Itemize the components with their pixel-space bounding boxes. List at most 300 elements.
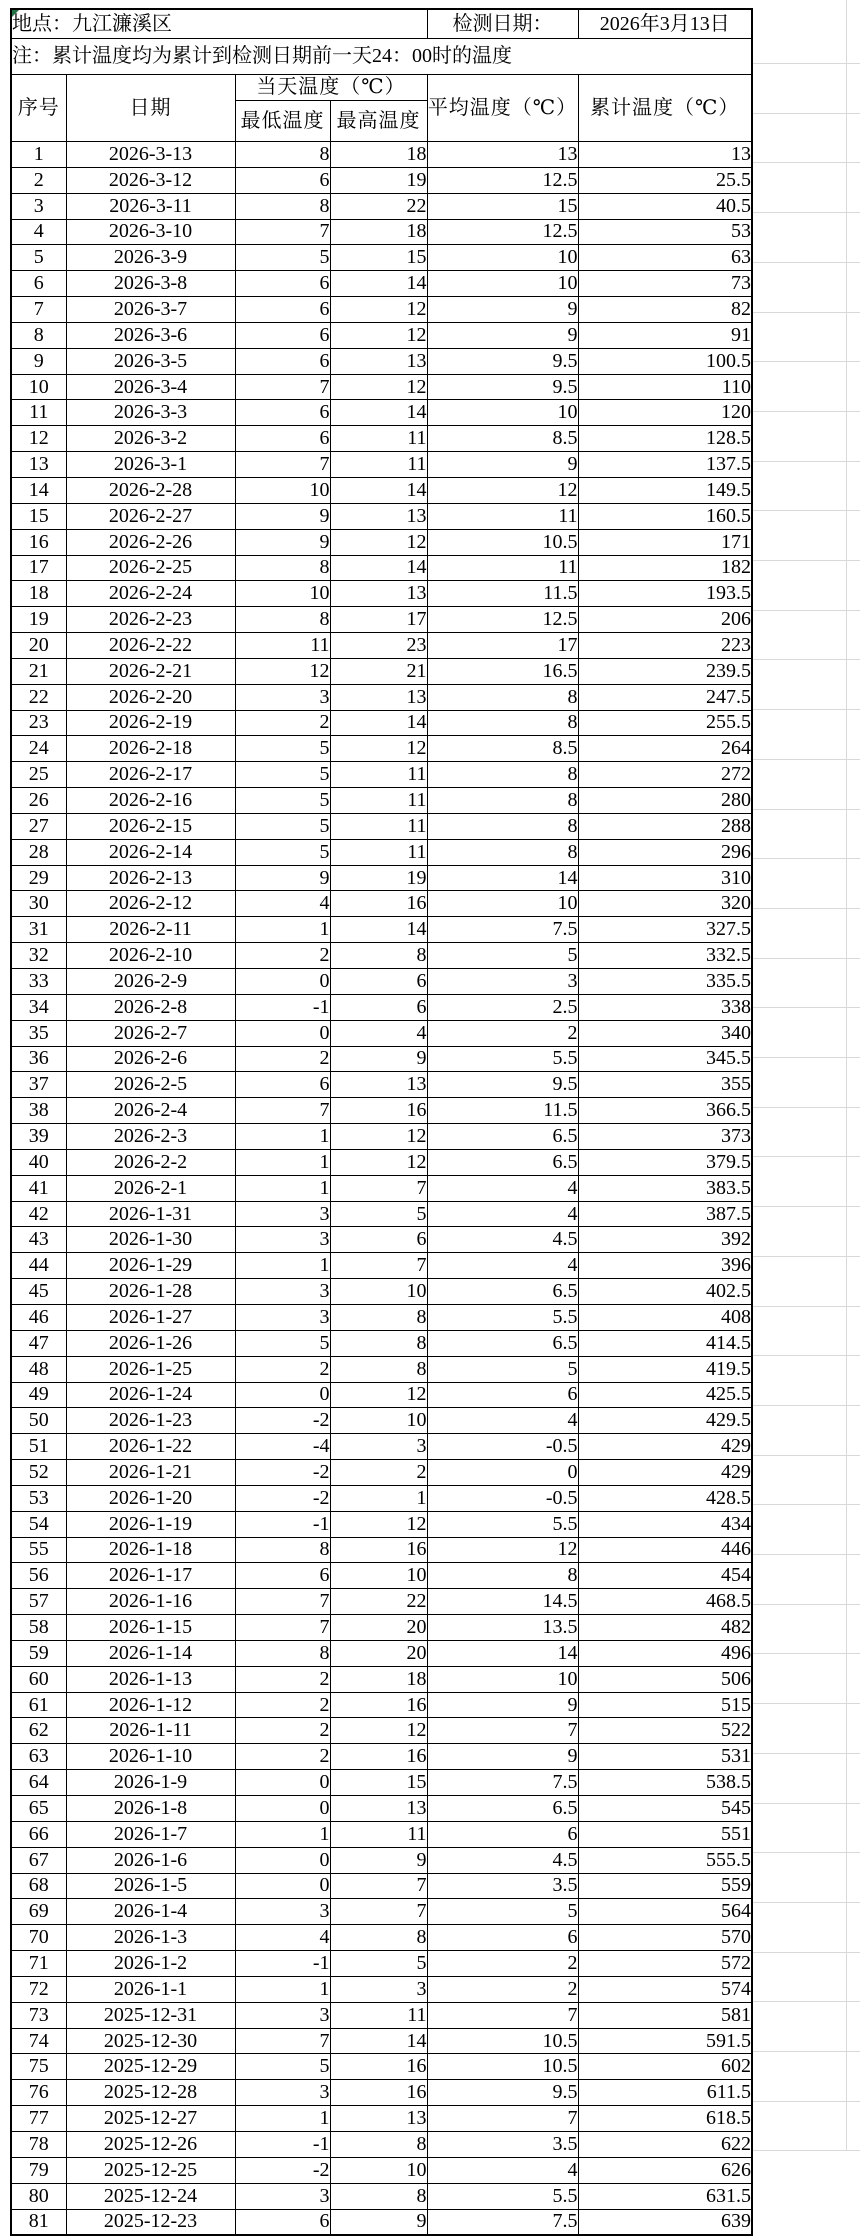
cum-temp-cell[interactable]: 506 bbox=[578, 1666, 752, 1692]
min-temp-cell[interactable]: 3 bbox=[235, 1227, 330, 1253]
date-cell[interactable]: 2026-1-1 bbox=[66, 1976, 235, 2002]
col-header-cum-temp[interactable]: 累计温度（℃） bbox=[578, 75, 752, 142]
min-temp-cell[interactable]: 6 bbox=[235, 167, 330, 193]
max-temp-cell[interactable]: 11 bbox=[330, 839, 427, 865]
max-temp-cell[interactable]: 21 bbox=[330, 658, 427, 684]
min-temp-cell[interactable]: 8 bbox=[235, 607, 330, 633]
date-cell[interactable]: 2026-3-11 bbox=[66, 193, 235, 219]
max-temp-cell[interactable]: 11 bbox=[330, 426, 427, 452]
index-cell[interactable]: 43 bbox=[11, 1227, 66, 1253]
avg-temp-cell[interactable]: 5 bbox=[427, 943, 578, 969]
min-temp-cell[interactable]: 2 bbox=[235, 943, 330, 969]
max-temp-cell[interactable]: 14 bbox=[330, 400, 427, 426]
max-temp-cell[interactable]: 16 bbox=[330, 2080, 427, 2106]
max-temp-cell[interactable]: 10 bbox=[330, 1279, 427, 1305]
cum-temp-cell[interactable]: 355 bbox=[578, 1072, 752, 1098]
date-cell[interactable]: 2026-2-18 bbox=[66, 736, 235, 762]
max-temp-cell[interactable]: 12 bbox=[330, 1124, 427, 1150]
max-temp-cell[interactable]: 12 bbox=[330, 1511, 427, 1537]
cum-temp-cell[interactable]: 53 bbox=[578, 219, 752, 245]
index-cell[interactable]: 67 bbox=[11, 1847, 66, 1873]
index-cell[interactable]: 5 bbox=[11, 245, 66, 271]
date-cell[interactable]: 2026-2-23 bbox=[66, 607, 235, 633]
date-cell[interactable]: 2026-1-29 bbox=[66, 1253, 235, 1279]
index-cell[interactable]: 4 bbox=[11, 219, 66, 245]
max-temp-cell[interactable]: 14 bbox=[330, 555, 427, 581]
cum-temp-cell[interactable]: 91 bbox=[578, 322, 752, 348]
index-cell[interactable]: 73 bbox=[11, 2002, 66, 2028]
min-temp-cell[interactable]: 3 bbox=[235, 2080, 330, 2106]
cum-temp-cell[interactable]: 149.5 bbox=[578, 477, 752, 503]
date-cell[interactable]: 2026-1-5 bbox=[66, 1873, 235, 1899]
date-cell[interactable]: 2026-3-6 bbox=[66, 322, 235, 348]
date-cell[interactable]: 2026-1-20 bbox=[66, 1485, 235, 1511]
date-cell[interactable]: 2026-1-6 bbox=[66, 1847, 235, 1873]
max-temp-cell[interactable]: 20 bbox=[330, 1640, 427, 1666]
max-temp-cell[interactable]: 6 bbox=[330, 1227, 427, 1253]
date-cell[interactable]: 2026-2-25 bbox=[66, 555, 235, 581]
date-cell[interactable]: 2026-1-22 bbox=[66, 1434, 235, 1460]
cum-temp-cell[interactable]: 602 bbox=[578, 2054, 752, 2080]
max-temp-cell[interactable]: 11 bbox=[330, 788, 427, 814]
avg-temp-cell[interactable]: 2 bbox=[427, 1976, 578, 2002]
cum-temp-cell[interactable]: 25.5 bbox=[578, 167, 752, 193]
index-cell[interactable]: 76 bbox=[11, 2080, 66, 2106]
avg-temp-cell[interactable]: 8 bbox=[427, 762, 578, 788]
max-temp-cell[interactable]: 19 bbox=[330, 167, 427, 193]
min-temp-cell[interactable]: 6 bbox=[235, 271, 330, 297]
index-cell[interactable]: 57 bbox=[11, 1589, 66, 1615]
avg-temp-cell[interactable]: 9 bbox=[427, 297, 578, 323]
cum-temp-cell[interactable]: 622 bbox=[578, 2131, 752, 2157]
avg-temp-cell[interactable]: 4.5 bbox=[427, 1847, 578, 1873]
avg-temp-cell[interactable]: 7 bbox=[427, 2002, 578, 2028]
max-temp-cell[interactable]: 8 bbox=[330, 1356, 427, 1382]
max-temp-cell[interactable]: 16 bbox=[330, 1692, 427, 1718]
avg-temp-cell[interactable]: 9.5 bbox=[427, 2080, 578, 2106]
cum-temp-cell[interactable]: 425.5 bbox=[578, 1382, 752, 1408]
avg-temp-cell[interactable]: 4 bbox=[427, 2157, 578, 2183]
cum-temp-cell[interactable]: 414.5 bbox=[578, 1330, 752, 1356]
max-temp-cell[interactable]: 5 bbox=[330, 1201, 427, 1227]
max-temp-cell[interactable]: 12 bbox=[330, 322, 427, 348]
max-temp-cell[interactable]: 13 bbox=[330, 1796, 427, 1822]
date-cell[interactable]: 2026-1-18 bbox=[66, 1537, 235, 1563]
date-cell[interactable]: 2026-2-10 bbox=[66, 943, 235, 969]
cum-temp-cell[interactable]: 555.5 bbox=[578, 1847, 752, 1873]
index-cell[interactable]: 63 bbox=[11, 1744, 66, 1770]
date-cell[interactable]: 2026-2-26 bbox=[66, 529, 235, 555]
avg-temp-cell[interactable]: 3.5 bbox=[427, 1873, 578, 1899]
index-cell[interactable]: 58 bbox=[11, 1615, 66, 1641]
cum-temp-cell[interactable]: 160.5 bbox=[578, 503, 752, 529]
cum-temp-cell[interactable]: 327.5 bbox=[578, 917, 752, 943]
date-cell[interactable]: 2026-2-3 bbox=[66, 1124, 235, 1150]
index-cell[interactable]: 11 bbox=[11, 400, 66, 426]
cum-temp-cell[interactable]: 515 bbox=[578, 1692, 752, 1718]
cum-temp-cell[interactable]: 387.5 bbox=[578, 1201, 752, 1227]
cum-temp-cell[interactable]: 373 bbox=[578, 1124, 752, 1150]
date-cell[interactable]: 2026-1-10 bbox=[66, 1744, 235, 1770]
cum-temp-cell[interactable]: 408 bbox=[578, 1304, 752, 1330]
index-cell[interactable]: 29 bbox=[11, 865, 66, 891]
avg-temp-cell[interactable]: 11 bbox=[427, 555, 578, 581]
date-cell[interactable]: 2026-1-28 bbox=[66, 1279, 235, 1305]
cum-temp-cell[interactable]: 40.5 bbox=[578, 193, 752, 219]
cum-temp-cell[interactable]: 379.5 bbox=[578, 1149, 752, 1175]
date-cell[interactable]: 2025-12-30 bbox=[66, 2028, 235, 2054]
col-header-day-temp-group[interactable]: 当天温度（℃） bbox=[235, 75, 427, 101]
index-cell[interactable]: 26 bbox=[11, 788, 66, 814]
date-cell[interactable]: 2026-2-16 bbox=[66, 788, 235, 814]
date-cell[interactable]: 2026-2-5 bbox=[66, 1072, 235, 1098]
date-cell[interactable]: 2026-2-13 bbox=[66, 865, 235, 891]
note-cell[interactable] bbox=[11, 39, 752, 75]
max-temp-cell[interactable]: 9 bbox=[330, 1847, 427, 1873]
avg-temp-cell[interactable]: 8 bbox=[427, 1563, 578, 1589]
index-cell[interactable]: 47 bbox=[11, 1330, 66, 1356]
index-cell[interactable]: 51 bbox=[11, 1434, 66, 1460]
date-cell[interactable]: 2026-3-5 bbox=[66, 348, 235, 374]
max-temp-cell[interactable]: 3 bbox=[330, 1434, 427, 1460]
date-cell[interactable]: 2026-1-3 bbox=[66, 1925, 235, 1951]
cum-temp-cell[interactable]: 296 bbox=[578, 839, 752, 865]
date-cell[interactable]: 2026-2-28 bbox=[66, 477, 235, 503]
avg-temp-cell[interactable]: 9 bbox=[427, 322, 578, 348]
date-cell[interactable]: 2026-3-2 bbox=[66, 426, 235, 452]
min-temp-cell[interactable]: 6 bbox=[235, 400, 330, 426]
index-cell[interactable]: 71 bbox=[11, 1951, 66, 1977]
min-temp-cell[interactable]: 11 bbox=[235, 633, 330, 659]
avg-temp-cell[interactable]: 6.5 bbox=[427, 1279, 578, 1305]
avg-temp-cell[interactable]: 11.5 bbox=[427, 581, 578, 607]
avg-temp-cell[interactable]: 7.5 bbox=[427, 2209, 578, 2235]
avg-temp-cell[interactable]: 13 bbox=[427, 142, 578, 168]
avg-temp-cell[interactable]: 5 bbox=[427, 1356, 578, 1382]
max-temp-cell[interactable]: 19 bbox=[330, 865, 427, 891]
max-temp-cell[interactable]: 11 bbox=[330, 762, 427, 788]
min-temp-cell[interactable]: 8 bbox=[235, 555, 330, 581]
max-temp-cell[interactable]: 7 bbox=[330, 1253, 427, 1279]
min-temp-cell[interactable]: -2 bbox=[235, 1408, 330, 1434]
avg-temp-cell[interactable]: 17 bbox=[427, 633, 578, 659]
min-temp-cell[interactable]: 0 bbox=[235, 1770, 330, 1796]
date-cell[interactable]: 2026-1-23 bbox=[66, 1408, 235, 1434]
cum-temp-cell[interactable]: 255.5 bbox=[578, 710, 752, 736]
max-temp-cell[interactable]: 15 bbox=[330, 245, 427, 271]
min-temp-cell[interactable]: 6 bbox=[235, 322, 330, 348]
index-cell[interactable]: 13 bbox=[11, 452, 66, 478]
index-cell[interactable]: 12 bbox=[11, 426, 66, 452]
max-temp-cell[interactable]: 2 bbox=[330, 1460, 427, 1486]
cum-temp-cell[interactable]: 581 bbox=[578, 2002, 752, 2028]
avg-temp-cell[interactable]: 8.5 bbox=[427, 736, 578, 762]
min-temp-cell[interactable]: -1 bbox=[235, 1951, 330, 1977]
max-temp-cell[interactable]: 13 bbox=[330, 503, 427, 529]
max-temp-cell[interactable]: 13 bbox=[330, 684, 427, 710]
avg-temp-cell[interactable]: 4.5 bbox=[427, 1227, 578, 1253]
date-cell[interactable]: 2025-12-23 bbox=[66, 2209, 235, 2235]
index-cell[interactable]: 2 bbox=[11, 167, 66, 193]
cum-temp-cell[interactable]: 110 bbox=[578, 374, 752, 400]
min-temp-cell[interactable]: 5 bbox=[235, 1330, 330, 1356]
min-temp-cell[interactable]: 4 bbox=[235, 891, 330, 917]
index-cell[interactable]: 81 bbox=[11, 2209, 66, 2235]
max-temp-cell[interactable]: 8 bbox=[330, 1304, 427, 1330]
max-temp-cell[interactable]: 16 bbox=[330, 2054, 427, 2080]
avg-temp-cell[interactable]: 6.5 bbox=[427, 1330, 578, 1356]
date-cell[interactable]: 2026-3-8 bbox=[66, 271, 235, 297]
index-cell[interactable]: 10 bbox=[11, 374, 66, 400]
avg-temp-cell[interactable]: 4 bbox=[427, 1201, 578, 1227]
index-cell[interactable]: 78 bbox=[11, 2131, 66, 2157]
avg-temp-cell[interactable]: 14 bbox=[427, 865, 578, 891]
max-temp-cell[interactable]: 12 bbox=[330, 1718, 427, 1744]
cum-temp-cell[interactable]: 570 bbox=[578, 1925, 752, 1951]
cum-temp-cell[interactable]: 171 bbox=[578, 529, 752, 555]
date-cell[interactable]: 2026-1-21 bbox=[66, 1460, 235, 1486]
index-cell[interactable]: 33 bbox=[11, 969, 66, 995]
max-temp-cell[interactable]: 16 bbox=[330, 1744, 427, 1770]
max-temp-cell[interactable]: 14 bbox=[330, 477, 427, 503]
index-cell[interactable]: 19 bbox=[11, 607, 66, 633]
cum-temp-cell[interactable]: 551 bbox=[578, 1821, 752, 1847]
avg-temp-cell[interactable]: 10 bbox=[427, 891, 578, 917]
max-temp-cell[interactable]: 14 bbox=[330, 917, 427, 943]
cum-temp-cell[interactable]: 522 bbox=[578, 1718, 752, 1744]
min-temp-cell[interactable]: 3 bbox=[235, 684, 330, 710]
avg-temp-cell[interactable]: 5 bbox=[427, 1899, 578, 1925]
index-cell[interactable]: 7 bbox=[11, 297, 66, 323]
cum-temp-cell[interactable]: 182 bbox=[578, 555, 752, 581]
max-temp-cell[interactable]: 22 bbox=[330, 193, 427, 219]
avg-temp-cell[interactable]: 12 bbox=[427, 477, 578, 503]
avg-temp-cell[interactable]: 15 bbox=[427, 193, 578, 219]
min-temp-cell[interactable]: 3 bbox=[235, 2183, 330, 2209]
max-temp-cell[interactable]: 11 bbox=[330, 452, 427, 478]
max-temp-cell[interactable]: 23 bbox=[330, 633, 427, 659]
min-temp-cell[interactable]: 1 bbox=[235, 1175, 330, 1201]
avg-temp-cell[interactable]: 11.5 bbox=[427, 1098, 578, 1124]
avg-temp-cell[interactable]: 6.5 bbox=[427, 1796, 578, 1822]
date-cell[interactable]: 2025-12-24 bbox=[66, 2183, 235, 2209]
min-temp-cell[interactable]: 5 bbox=[235, 762, 330, 788]
date-cell[interactable]: 2026-3-3 bbox=[66, 400, 235, 426]
date-cell[interactable]: 2025-12-28 bbox=[66, 2080, 235, 2106]
index-cell[interactable]: 48 bbox=[11, 1356, 66, 1382]
min-temp-cell[interactable]: 6 bbox=[235, 297, 330, 323]
check-date-value-cell[interactable] bbox=[578, 9, 752, 39]
max-temp-cell[interactable]: 4 bbox=[330, 1020, 427, 1046]
cum-temp-cell[interactable]: 338 bbox=[578, 994, 752, 1020]
min-temp-cell[interactable]: 3 bbox=[235, 1304, 330, 1330]
date-cell[interactable]: 2026-3-9 bbox=[66, 245, 235, 271]
max-temp-cell[interactable]: 10 bbox=[330, 1563, 427, 1589]
date-cell[interactable]: 2026-1-7 bbox=[66, 1821, 235, 1847]
avg-temp-cell[interactable]: 4 bbox=[427, 1175, 578, 1201]
date-cell[interactable]: 2026-1-15 bbox=[66, 1615, 235, 1641]
avg-temp-cell[interactable]: 3.5 bbox=[427, 2131, 578, 2157]
index-cell[interactable]: 14 bbox=[11, 477, 66, 503]
date-cell[interactable]: 2025-12-29 bbox=[66, 2054, 235, 2080]
min-temp-cell[interactable]: 0 bbox=[235, 969, 330, 995]
max-temp-cell[interactable]: 18 bbox=[330, 1666, 427, 1692]
avg-temp-cell[interactable]: 9.5 bbox=[427, 1072, 578, 1098]
max-temp-cell[interactable]: 15 bbox=[330, 1770, 427, 1796]
cum-temp-cell[interactable]: 120 bbox=[578, 400, 752, 426]
col-header-index[interactable]: 序号 bbox=[11, 75, 66, 142]
index-cell[interactable]: 15 bbox=[11, 503, 66, 529]
min-temp-cell[interactable]: 7 bbox=[235, 452, 330, 478]
cum-temp-cell[interactable]: 572 bbox=[578, 1951, 752, 1977]
min-temp-cell[interactable]: 7 bbox=[235, 1615, 330, 1641]
min-temp-cell[interactable]: 7 bbox=[235, 1098, 330, 1124]
index-cell[interactable]: 20 bbox=[11, 633, 66, 659]
cum-temp-cell[interactable]: 247.5 bbox=[578, 684, 752, 710]
min-temp-cell[interactable]: 5 bbox=[235, 2054, 330, 2080]
index-cell[interactable]: 62 bbox=[11, 1718, 66, 1744]
min-temp-cell[interactable]: 2 bbox=[235, 1718, 330, 1744]
index-cell[interactable]: 37 bbox=[11, 1072, 66, 1098]
min-temp-cell[interactable]: 1 bbox=[235, 1821, 330, 1847]
cum-temp-cell[interactable]: 591.5 bbox=[578, 2028, 752, 2054]
index-cell[interactable]: 65 bbox=[11, 1796, 66, 1822]
avg-temp-cell[interactable]: 10 bbox=[427, 400, 578, 426]
min-temp-cell[interactable]: 3 bbox=[235, 1899, 330, 1925]
index-cell[interactable]: 35 bbox=[11, 1020, 66, 1046]
col-header-min-temp[interactable]: 最低温度 bbox=[235, 101, 330, 142]
index-cell[interactable]: 21 bbox=[11, 658, 66, 684]
min-temp-cell[interactable]: 3 bbox=[235, 1279, 330, 1305]
max-temp-cell[interactable]: 16 bbox=[330, 891, 427, 917]
avg-temp-cell[interactable]: 9 bbox=[427, 1692, 578, 1718]
min-temp-cell[interactable]: 1 bbox=[235, 1124, 330, 1150]
index-cell[interactable]: 56 bbox=[11, 1563, 66, 1589]
cum-temp-cell[interactable]: 332.5 bbox=[578, 943, 752, 969]
max-temp-cell[interactable]: 10 bbox=[330, 2157, 427, 2183]
col-header-max-temp[interactable]: 最高温度 bbox=[330, 101, 427, 142]
cum-temp-cell[interactable]: 345.5 bbox=[578, 1046, 752, 1072]
date-cell[interactable]: 2026-1-17 bbox=[66, 1563, 235, 1589]
location-cell[interactable] bbox=[11, 9, 427, 39]
max-temp-cell[interactable]: 3 bbox=[330, 1976, 427, 2002]
max-temp-cell[interactable]: 14 bbox=[330, 2028, 427, 2054]
avg-temp-cell[interactable]: 10.5 bbox=[427, 2054, 578, 2080]
avg-temp-cell[interactable]: 7.5 bbox=[427, 1770, 578, 1796]
cum-temp-cell[interactable]: 392 bbox=[578, 1227, 752, 1253]
min-temp-cell[interactable]: 7 bbox=[235, 374, 330, 400]
max-temp-cell[interactable]: 14 bbox=[330, 271, 427, 297]
date-cell[interactable]: 2026-1-16 bbox=[66, 1589, 235, 1615]
cum-temp-cell[interactable]: 73 bbox=[578, 271, 752, 297]
min-temp-cell[interactable]: 6 bbox=[235, 348, 330, 374]
avg-temp-cell[interactable]: 2.5 bbox=[427, 994, 578, 1020]
avg-temp-cell[interactable]: 10 bbox=[427, 245, 578, 271]
min-temp-cell[interactable]: -4 bbox=[235, 1434, 330, 1460]
avg-temp-cell[interactable]: 2 bbox=[427, 1951, 578, 1977]
max-temp-cell[interactable]: 22 bbox=[330, 1589, 427, 1615]
avg-temp-cell[interactable]: 14 bbox=[427, 1640, 578, 1666]
min-temp-cell[interactable]: 7 bbox=[235, 2028, 330, 2054]
index-cell[interactable]: 42 bbox=[11, 1201, 66, 1227]
avg-temp-cell[interactable]: 9.5 bbox=[427, 348, 578, 374]
min-temp-cell[interactable]: -1 bbox=[235, 2131, 330, 2157]
min-temp-cell[interactable]: 9 bbox=[235, 503, 330, 529]
cum-temp-cell[interactable]: 320 bbox=[578, 891, 752, 917]
avg-temp-cell[interactable]: 5.5 bbox=[427, 1046, 578, 1072]
index-cell[interactable]: 31 bbox=[11, 917, 66, 943]
cum-temp-cell[interactable]: 446 bbox=[578, 1537, 752, 1563]
date-cell[interactable]: 2025-12-26 bbox=[66, 2131, 235, 2157]
min-temp-cell[interactable]: 8 bbox=[235, 1537, 330, 1563]
cum-temp-cell[interactable]: 272 bbox=[578, 762, 752, 788]
index-cell[interactable]: 59 bbox=[11, 1640, 66, 1666]
index-cell[interactable]: 36 bbox=[11, 1046, 66, 1072]
date-cell[interactable]: 2026-1-9 bbox=[66, 1770, 235, 1796]
min-temp-cell[interactable]: 6 bbox=[235, 1072, 330, 1098]
min-temp-cell[interactable]: 8 bbox=[235, 1640, 330, 1666]
date-cell[interactable]: 2026-3-7 bbox=[66, 297, 235, 323]
avg-temp-cell[interactable]: 4 bbox=[427, 1408, 578, 1434]
cum-temp-cell[interactable]: 574 bbox=[578, 1976, 752, 2002]
avg-temp-cell[interactable]: 8 bbox=[427, 813, 578, 839]
avg-temp-cell[interactable]: 12 bbox=[427, 1537, 578, 1563]
min-temp-cell[interactable]: 5 bbox=[235, 245, 330, 271]
max-temp-cell[interactable]: 12 bbox=[330, 297, 427, 323]
date-cell[interactable]: 2026-2-24 bbox=[66, 581, 235, 607]
date-cell[interactable]: 2026-1-27 bbox=[66, 1304, 235, 1330]
min-temp-cell[interactable]: 2 bbox=[235, 1692, 330, 1718]
max-temp-cell[interactable]: 16 bbox=[330, 1098, 427, 1124]
cum-temp-cell[interactable]: 396 bbox=[578, 1253, 752, 1279]
avg-temp-cell[interactable]: 6.5 bbox=[427, 1124, 578, 1150]
min-temp-cell[interactable]: 4 bbox=[235, 1925, 330, 1951]
date-cell[interactable]: 2026-3-13 bbox=[66, 142, 235, 168]
min-temp-cell[interactable]: 10 bbox=[235, 477, 330, 503]
min-temp-cell[interactable]: -2 bbox=[235, 1485, 330, 1511]
min-temp-cell[interactable]: 0 bbox=[235, 1020, 330, 1046]
max-temp-cell[interactable]: 13 bbox=[330, 1072, 427, 1098]
index-cell[interactable]: 16 bbox=[11, 529, 66, 555]
date-cell[interactable]: 2026-1-4 bbox=[66, 1899, 235, 1925]
avg-temp-cell[interactable]: 16.5 bbox=[427, 658, 578, 684]
max-temp-cell[interactable]: 20 bbox=[330, 1615, 427, 1641]
index-cell[interactable]: 46 bbox=[11, 1304, 66, 1330]
avg-temp-cell[interactable]: 14.5 bbox=[427, 1589, 578, 1615]
cum-temp-cell[interactable]: 63 bbox=[578, 245, 752, 271]
date-cell[interactable]: 2025-12-25 bbox=[66, 2157, 235, 2183]
date-cell[interactable]: 2026-2-6 bbox=[66, 1046, 235, 1072]
cum-temp-cell[interactable]: 383.5 bbox=[578, 1175, 752, 1201]
date-cell[interactable]: 2026-2-7 bbox=[66, 1020, 235, 1046]
cum-temp-cell[interactable]: 428.5 bbox=[578, 1485, 752, 1511]
cum-temp-cell[interactable]: 82 bbox=[578, 297, 752, 323]
cum-temp-cell[interactable]: 626 bbox=[578, 2157, 752, 2183]
index-cell[interactable]: 34 bbox=[11, 994, 66, 1020]
cum-temp-cell[interactable]: 429 bbox=[578, 1434, 752, 1460]
date-cell[interactable]: 2026-3-10 bbox=[66, 219, 235, 245]
index-cell[interactable]: 41 bbox=[11, 1175, 66, 1201]
date-cell[interactable]: 2026-1-2 bbox=[66, 1951, 235, 1977]
cum-temp-cell[interactable]: 239.5 bbox=[578, 658, 752, 684]
date-cell[interactable]: 2025-12-31 bbox=[66, 2002, 235, 2028]
avg-temp-cell[interactable]: 12.5 bbox=[427, 607, 578, 633]
cum-temp-cell[interactable]: 538.5 bbox=[578, 1770, 752, 1796]
index-cell[interactable]: 6 bbox=[11, 271, 66, 297]
index-cell[interactable]: 50 bbox=[11, 1408, 66, 1434]
avg-temp-cell[interactable]: 6 bbox=[427, 1821, 578, 1847]
max-temp-cell[interactable]: 17 bbox=[330, 607, 427, 633]
